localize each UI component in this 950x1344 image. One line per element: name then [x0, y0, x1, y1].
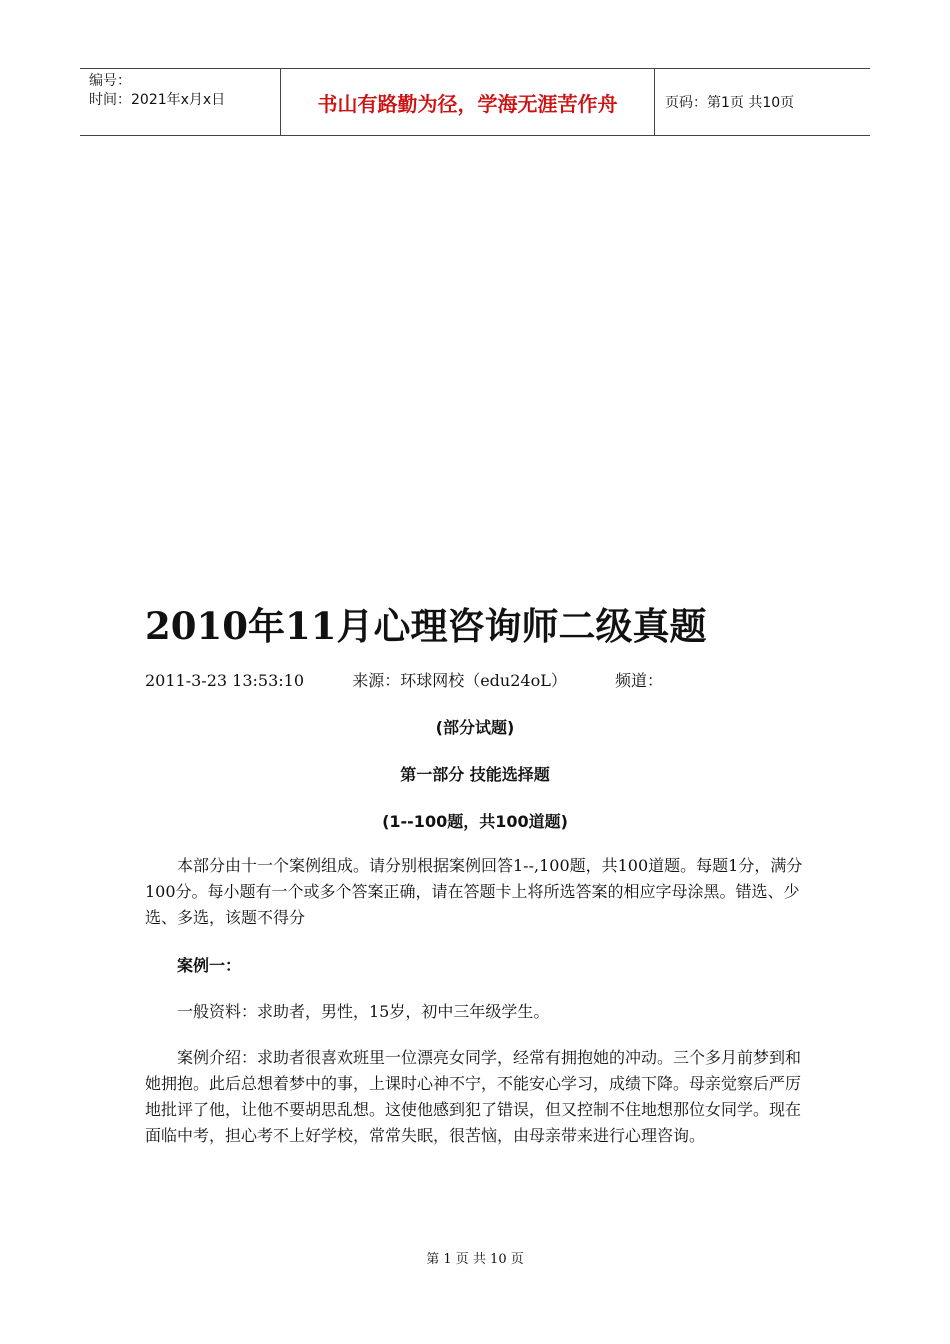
time-label: 时间：2021年x月x日 — [89, 92, 226, 108]
meta-channel: 频道： — [615, 671, 664, 690]
subtitle-part-one: 第一部分 技能选择题 — [400, 765, 550, 784]
page-info: 页码：第1页 共10页 — [665, 95, 795, 111]
page-footer: 第 1 页 共 10 页 — [426, 1252, 524, 1267]
article-meta — [145, 668, 663, 691]
case-intro-paragraph: 案例介绍：求助者很喜欢班里一位漂亮女同学，经常有拥抱她的冲动。三个多月前梦到和她拥抱。此后总想着梦中的事，上课时心神不宁，不能安心学习，成绩下降。母亲觉察后严厉地批评了他，让他不要胡思乱想。这使他感到犯了错误，但又控制不住地想那位女同学。现在面临中考，担心考不上好学校，常常失眠，很苦恼，由母亲带来进行心理咨询。 — [145, 1048, 802, 1145]
header-motto-cell — [281, 69, 655, 135]
header-page-cell — [655, 69, 870, 135]
number-label: 编号： — [89, 73, 131, 89]
general-info-paragraph: 一般资料：求助者，男性，15岁，初中三年级学生。 — [177, 1002, 550, 1021]
subtitle-range: (1--100题，共100道题) — [382, 812, 568, 831]
case-heading: 案例一： — [177, 956, 242, 975]
meta-timestamp: 2011-3-23 13:53:10 — [145, 671, 305, 690]
subtitle-partial: (部分试题) — [435, 718, 515, 737]
meta-source: 来源：环球网校（edu24oL） — [352, 671, 567, 690]
intro-paragraph: 本部分由十一个案例组成。请分别根据案例回答1--,100题，共100道题。每题1分，满分100分。每小题有一个或多个答案正确，请在答题卡上将所选答案的相应字母涂黑。错选、少选、多选，该题不得分 — [145, 856, 803, 927]
document-header — [80, 68, 870, 136]
header-left-cell — [80, 69, 281, 135]
page-title: 2010年11月心理咨询师二级真题 — [145, 604, 707, 648]
motto-text: 书山有路勤为径，学海无涯苦作舟 — [317, 91, 618, 116]
